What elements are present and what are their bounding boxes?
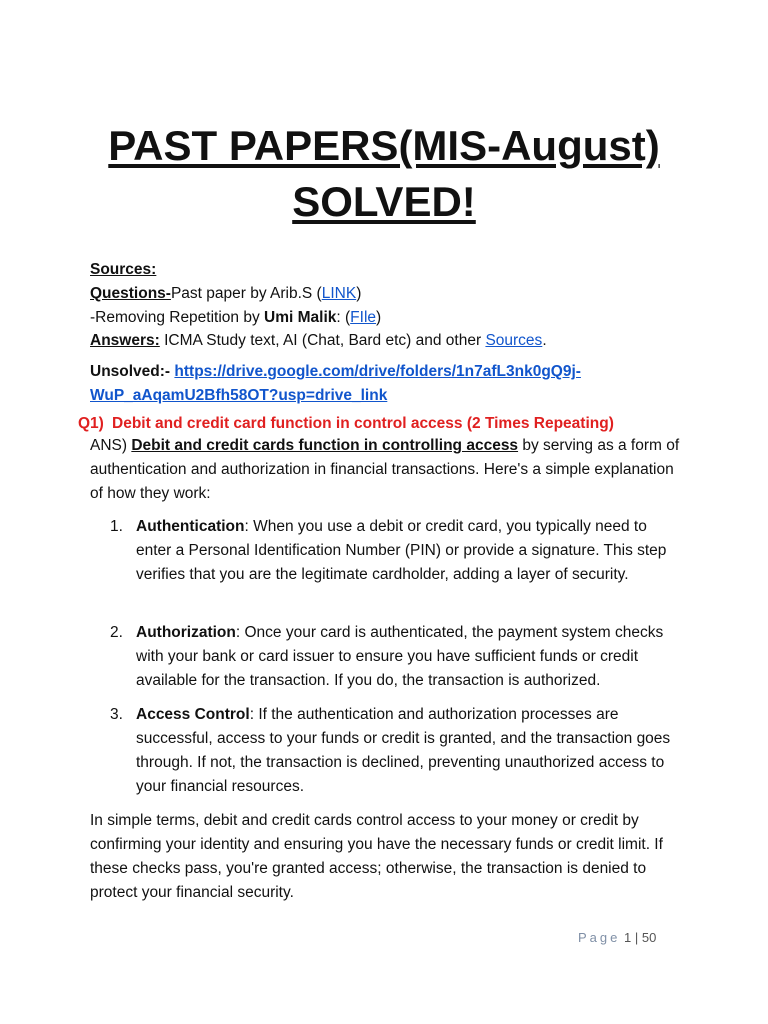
list-text: : Once your card is authenticated, the payment system checks with your bank or card issuer to ensure you have sufficient funds or credit available for the transaction. If you do, the transaction is authorized. xyxy=(136,624,664,689)
sources-block xyxy=(90,258,690,330)
list-text: : When you use a debit or credit card, you typically need to enter a Personal Identification Number (PIN) or provide a signature. This step verifies that you are the legitimate cardholder, adding a layer of security. xyxy=(136,518,667,583)
list-term: Authentication xyxy=(136,518,245,535)
list-term: Access Control xyxy=(136,706,250,723)
removing-name: Umi Malik xyxy=(264,309,337,326)
questions-close: ) xyxy=(356,285,362,302)
questions-text: Past paper by Arib.S ( xyxy=(170,285,322,302)
answers-end: . xyxy=(542,332,547,349)
page-word: Page xyxy=(578,930,621,945)
list-text: : If the authentication and authorization processes are successful, access to your funds or credit is granted, and the transaction goes through. If not, the transaction is declined, preventing unauthorized access to your financial resources. xyxy=(136,706,671,795)
title-line-2: SOLVED! xyxy=(292,178,476,225)
summary-paragraph: In simple terms, debit and credit cards control access to your money or credit by confirming your identity and ensuring you have the necessary funds or credit limit. If these checks pass, you're granted access; otherwise, the transaction is denied to protect your financial security. xyxy=(90,812,663,901)
page-number: 1 xyxy=(624,930,632,945)
file-link[interactable]: FIle xyxy=(350,309,377,326)
list-number: 2. xyxy=(110,624,123,641)
title-line-1: PAST PAPERS(MIS-August) xyxy=(108,122,660,169)
list-item xyxy=(110,621,680,693)
removing-close: ) xyxy=(376,309,382,326)
page-total: 50 xyxy=(641,930,657,945)
question-heading xyxy=(78,412,698,436)
questions-link[interactable]: LINK xyxy=(321,285,357,302)
ans-rest: by serving as a form of authentication and authorization in financial transactions. Here's a simple explanation of how they work: xyxy=(90,437,680,502)
answers-line xyxy=(90,329,690,353)
sources-heading: Sources: xyxy=(90,261,157,278)
answers-text: ICMA Study text, AI (Chat, Bard etc) and other xyxy=(159,332,486,349)
ans-underlined: Debit and credit cards function in controlling access xyxy=(131,437,519,454)
removing-text: -Removing Repetition by xyxy=(90,309,265,326)
list-item xyxy=(110,515,680,587)
question-text: Debit and credit card function in control access (2 Times Repeating) xyxy=(112,415,614,432)
question-number: Q1) xyxy=(78,415,104,432)
sources-link[interactable]: Sources xyxy=(485,332,543,349)
answer-intro xyxy=(90,434,680,506)
unsolved-line xyxy=(90,360,690,408)
answers-label: Answers: xyxy=(90,332,160,349)
page-footer xyxy=(578,930,656,945)
unsolved-link-2[interactable]: WuP_aAqamU2Bfh58OT?usp=drive_link xyxy=(90,387,388,404)
page-title xyxy=(60,118,708,230)
removing-colon: : ( xyxy=(336,309,351,326)
unsolved-label: Unsolved:- xyxy=(90,363,171,380)
list-number: 1. xyxy=(110,518,123,535)
list-number: 3. xyxy=(110,706,123,723)
list-term: Authorization xyxy=(136,624,236,641)
unsolved-link-1[interactable]: https://drive.google.com/drive/folders/1n7afL3nk0gQ9j- xyxy=(174,363,581,380)
ans-prefix: ANS) xyxy=(90,437,132,454)
page-separator: | xyxy=(631,930,642,945)
questions-label: Questions- xyxy=(90,285,171,302)
list-item xyxy=(110,703,680,799)
